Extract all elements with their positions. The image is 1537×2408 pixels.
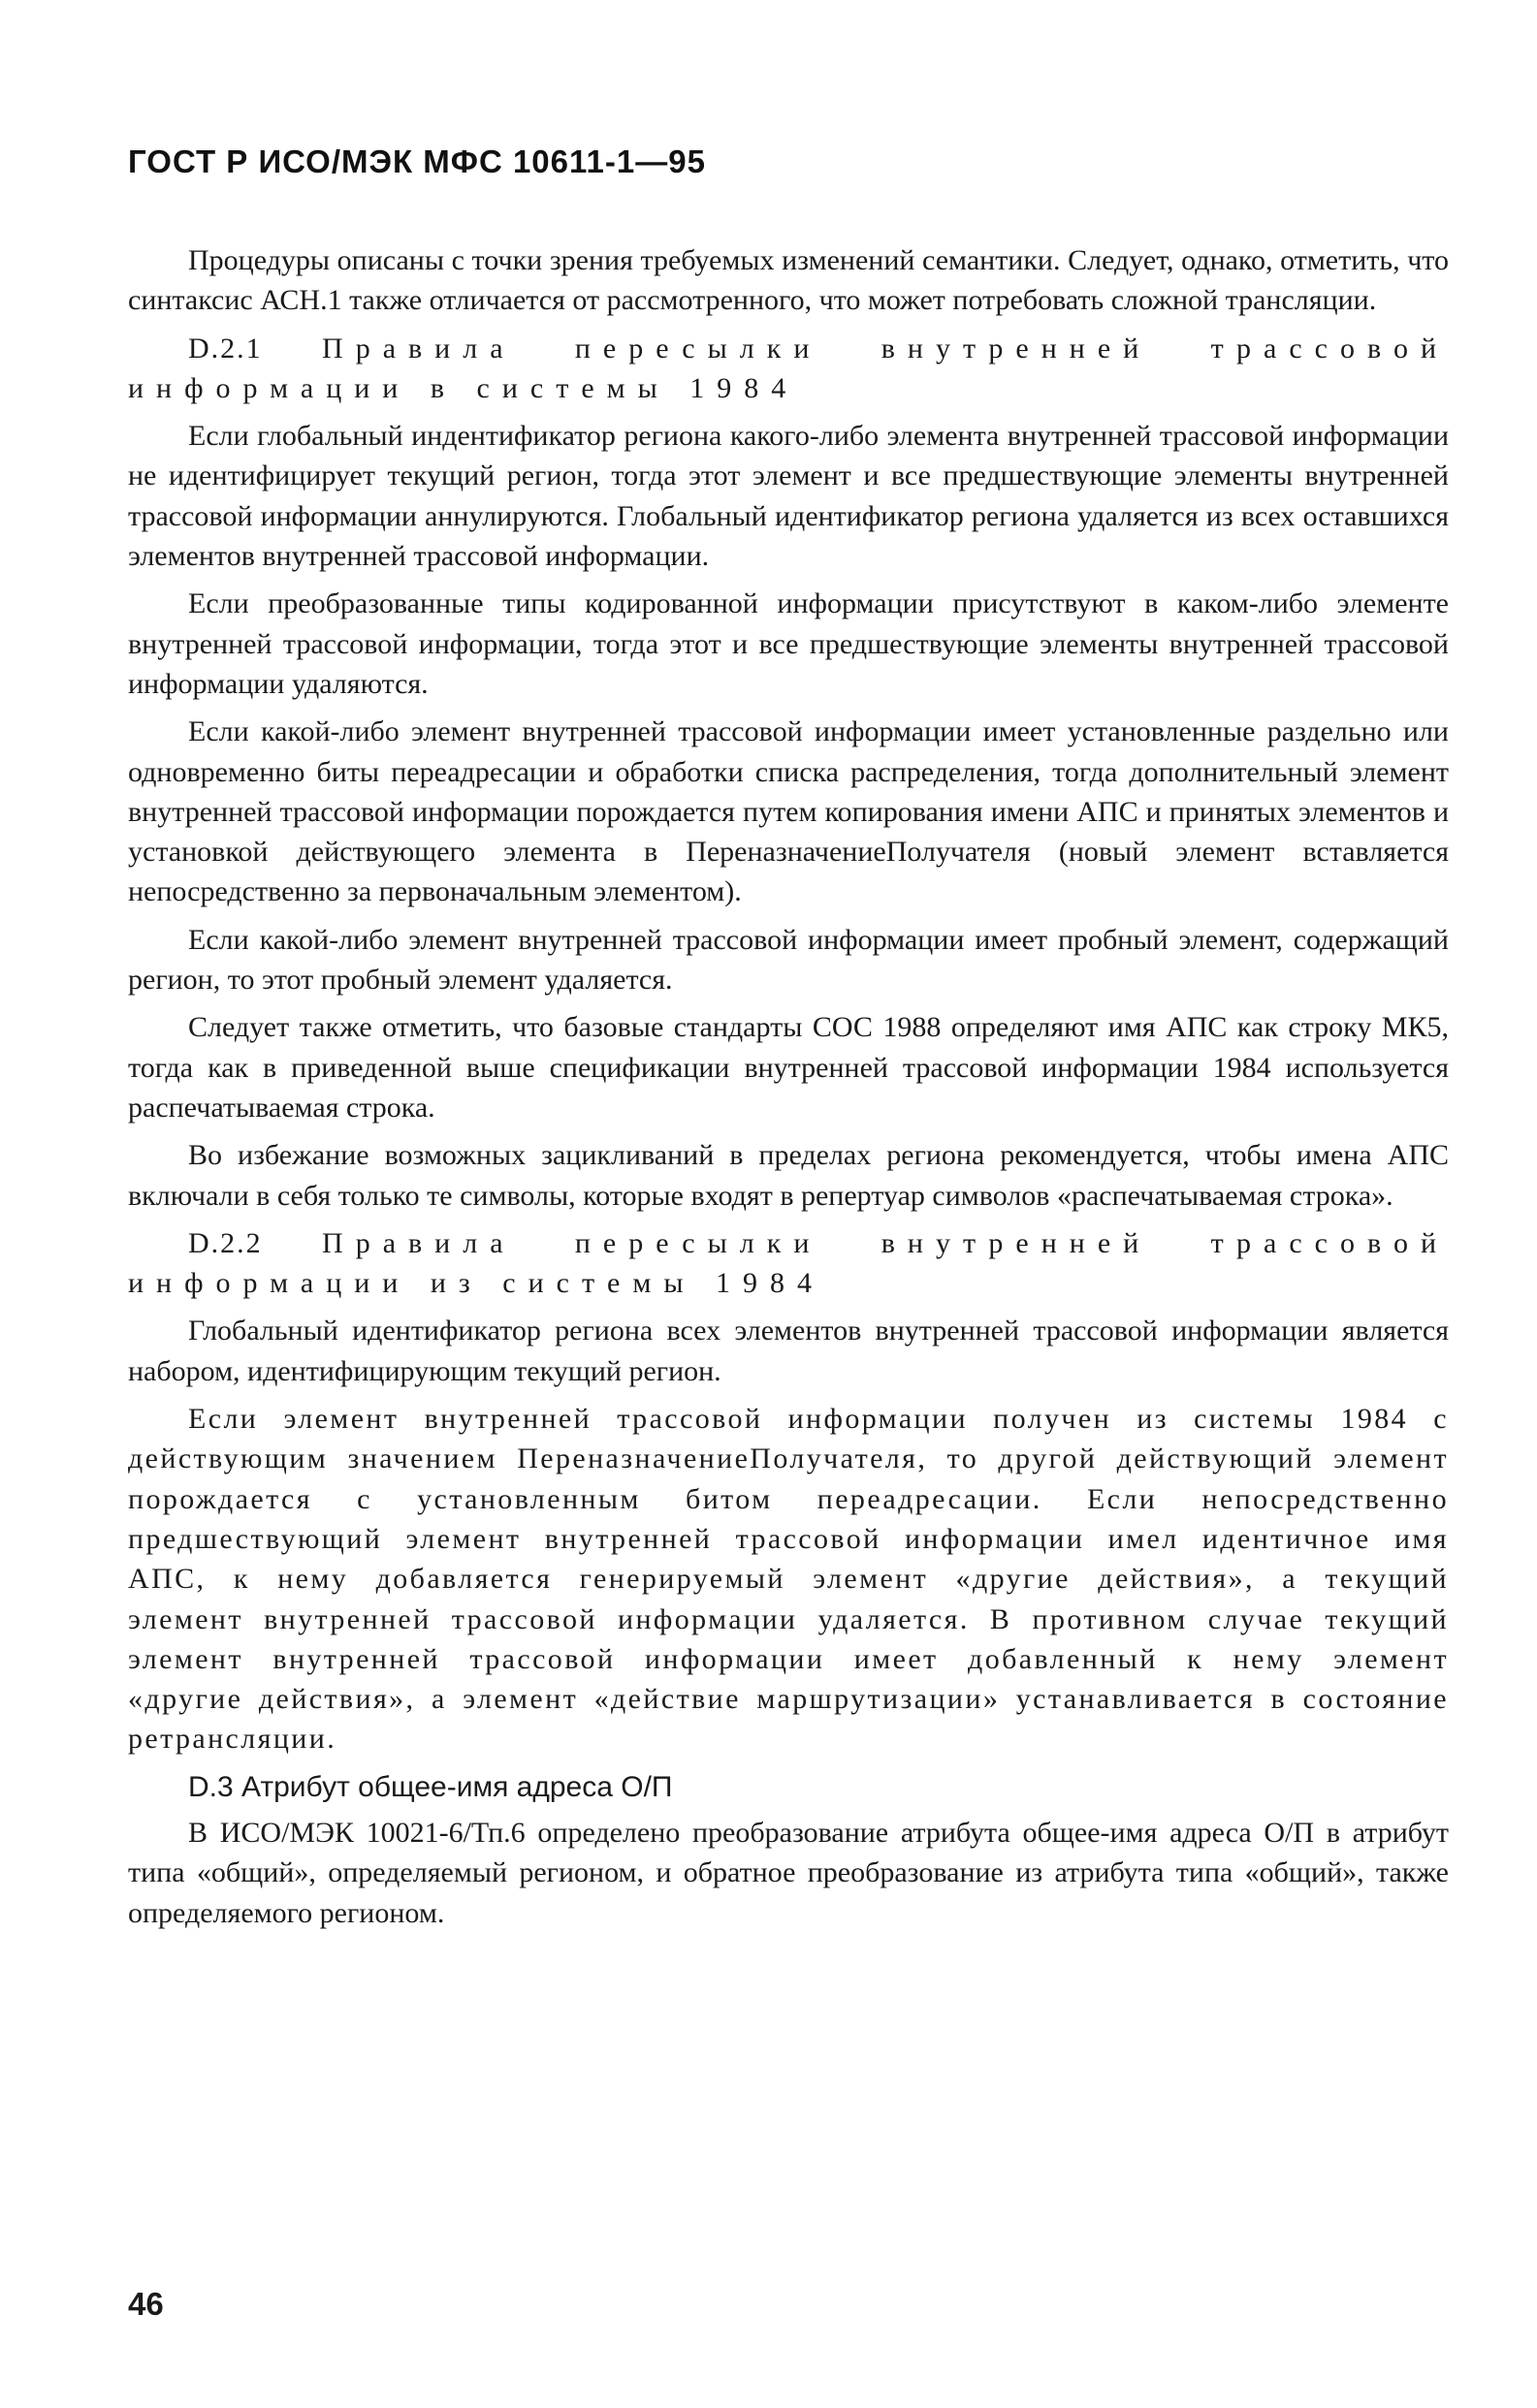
section-title: Правила пересылки внутренней трассовой информации в системы 1984 [128,332,1450,404]
section-heading-d22 [128,1223,1449,1304]
paragraph: Следует также отметить, что базовые стандарты СОС 1988 определяют имя АПС как строку МК5, тогда как в приведенной выше спецификации внутренней трассовой информации 1984 используется распечатываемая строка. [128,1011,1449,1124]
section-number: D.2.1 [188,332,263,364]
document-header: ГОСТ Р ИСО/МЭК МФС 10611-1—95 [128,143,706,179]
paragraph: Во избежание возможных зацикливаний в пределах региона рекомендуется, чтобы имена АПС включали в себя только те символы, которые входят в репертуар символов «распечатываемая строка». [128,1139,1449,1212]
paragraph: Если преобразованные типы кодированной информации присутствуют в каком-либо элементе внутренней трассовой информации, тогда этот и все предшествующие элементы внутренней трассовой информации удаляются. [128,587,1449,700]
section-title: Правила пересылки внутренней трассовой информации из системы 1984 [128,1226,1450,1300]
paragraph: Если какой-либо элемент внутренней трассовой информации имеет установленные раздельно или одновременно биты переадресации и обработки списка распределения, тогда дополнительный элемент внутренней трассовой информации порождается путем копирования имени АПС и принятых элементов и установкой действующего элемента в ПереназначениеПолучателя (новый элемент вставляется непосредственно за первоначальным элементом). [128,715,1449,908]
paragraph: Процедуры описаны с точки зрения требуемых изменений семантики. Следует, однако, отметить, что синтаксис АСН.1 также отличается от рассмотренного, что может потребовать сложной трансляции. [128,244,1449,317]
section-heading-d21 [128,329,1449,409]
paragraph: Если какой-либо элемент внутренней трассовой информации имеет пробный элемент, содержащий регион, то этот пробный элемент удаляется. [128,923,1449,997]
paragraph: Если элемент внутренней трассовой информации получен из системы 1984 с действующим значением ПереназначениеПолучателя, то другой действующий элемент порождается с установленным битом переадресации. Если непосредственно предшествующий элемент внутренней трассовой информации имел идентичное имя АПС, к нему добавляется генерируемый элемент «другие действия», а текущий элемент внутренней трассовой информации удаляется. В противном случае текущий элемент внутренней трассовой информации имеет добавленный к нему элемент «другие действия», а элемент «действие маршрутизации» устанавливается в состояние ретрансляции. [128,1403,1449,1756]
paragraph: Глобальный идентификатор региона всех элементов внутренней трассовой информации является набором, идентифицирующим текущий регион. [128,1315,1449,1387]
section-heading-d3: D.3 Атрибут общее-имя адреса О/П [188,1770,673,1803]
page-number: 46 [128,2286,164,2322]
paragraph: Если глобальный индентификатор региона какого-либо элемента внутренней трассовой информации не идентифицирует текущий регион, тогда этот элемент и все предшествующие элементы внутренней трассовой информации аннулируются. Глобальный идентификатор региона удаляется из всех оставшихся элементов внутренней трассовой информации. [128,420,1449,573]
section-number: D.2.2 [188,1226,263,1259]
page-body [128,240,1449,1941]
paragraph: В ИСО/МЭК 10021-6/Тп.6 определено преобразование атрибута общее-имя адреса О/П в атрибут типа «общий», определяемый регионом, и обратное преобразование из атрибута типа «общий», также определяемого регионом. [128,1816,1449,1929]
